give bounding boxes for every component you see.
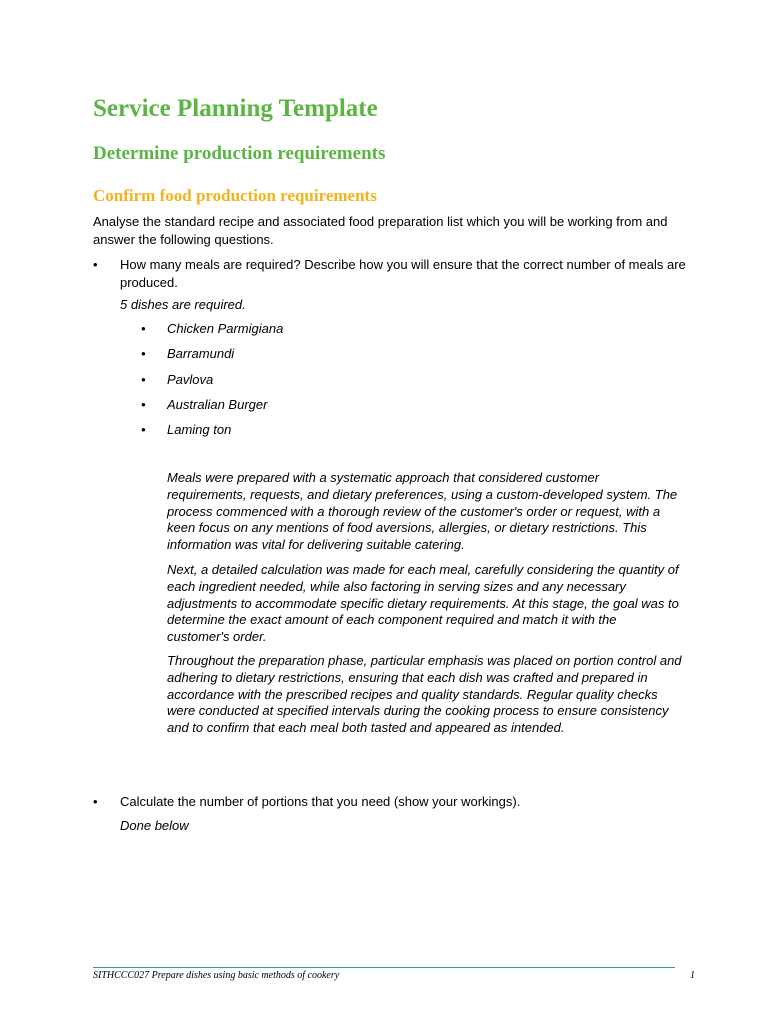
document-subtitle: Determine production requirements [93,143,386,164]
list-item [140,345,283,370]
dish-list [140,320,283,446]
bullet-marker: • [141,371,146,387]
bullet-marker: • [141,396,146,412]
list-item [140,320,283,345]
answer-paragraph: Meals were prepared with a systematic approach that considered customer requirements, requests, and dietary preferences, using a custom-developed system. The process commenced with a thorough review of the customer's order or request, with a keen focus on any mentions of food aversions, allergies, or dietary restrictions. This information was vital for delivering suitable catering. [167,470,678,553]
intro-paragraph: Analyse the standard recipe and associated food preparation list which you will be working from and answer the following questions. [93,214,668,247]
dish-name: Australian Burger [167,396,268,412]
answer-paragraph: Throughout the preparation phase, particular emphasis was placed on portion control and adhering to dietary restrictions, ensuring that each dish was crafted and prepared in accordance with the prescribed recipes and quality standards. Regular quality checks were conducted at specified intervals during the cooking process to ensure consistency and to confirm that each meal both tasted and appeared as intended. [167,653,682,736]
answer-text: Done below [120,818,189,833]
dish-name: Barramundi [167,346,235,362]
document-title: Service Planning Template [93,95,378,122]
question-text: Calculate the number of portions that you need (show your workings). [120,794,521,809]
dish-name: Pavlova [167,371,214,387]
bullet-marker: • [141,422,146,438]
dish-name: Laming ton [167,422,232,438]
footer-unit-title: SITHCCC027 Prepare dishes using basic methods of cookery [93,970,340,981]
bullet-marker: • [93,794,98,809]
bullet-marker: • [93,257,98,272]
bullet-marker: • [141,321,146,336]
question-text: How many meals are required? Describe how you will ensure that the correct number of meals are produced. [120,257,686,290]
list-item [140,396,283,421]
list-item [140,371,283,396]
answer-text: 5 dishes are required. [120,297,246,312]
dish-name: Chicken Parmigiana [167,321,284,336]
section-heading: Confirm food production requirements [93,186,377,205]
answer-paragraph: Next, a detailed calculation was made for each meal, carefully considering the quantity of each ingredient needed, while also factoring in serving sizes and any necessary adjustments to accommodate specific dietary requirements. At this stage, the goal was to determine the exact amount of each component required and match it with the customer's order. [167,562,679,645]
footer-divider [93,967,675,968]
list-item [140,421,283,446]
page-number: 1 [690,970,695,981]
bullet-marker: • [141,346,146,362]
